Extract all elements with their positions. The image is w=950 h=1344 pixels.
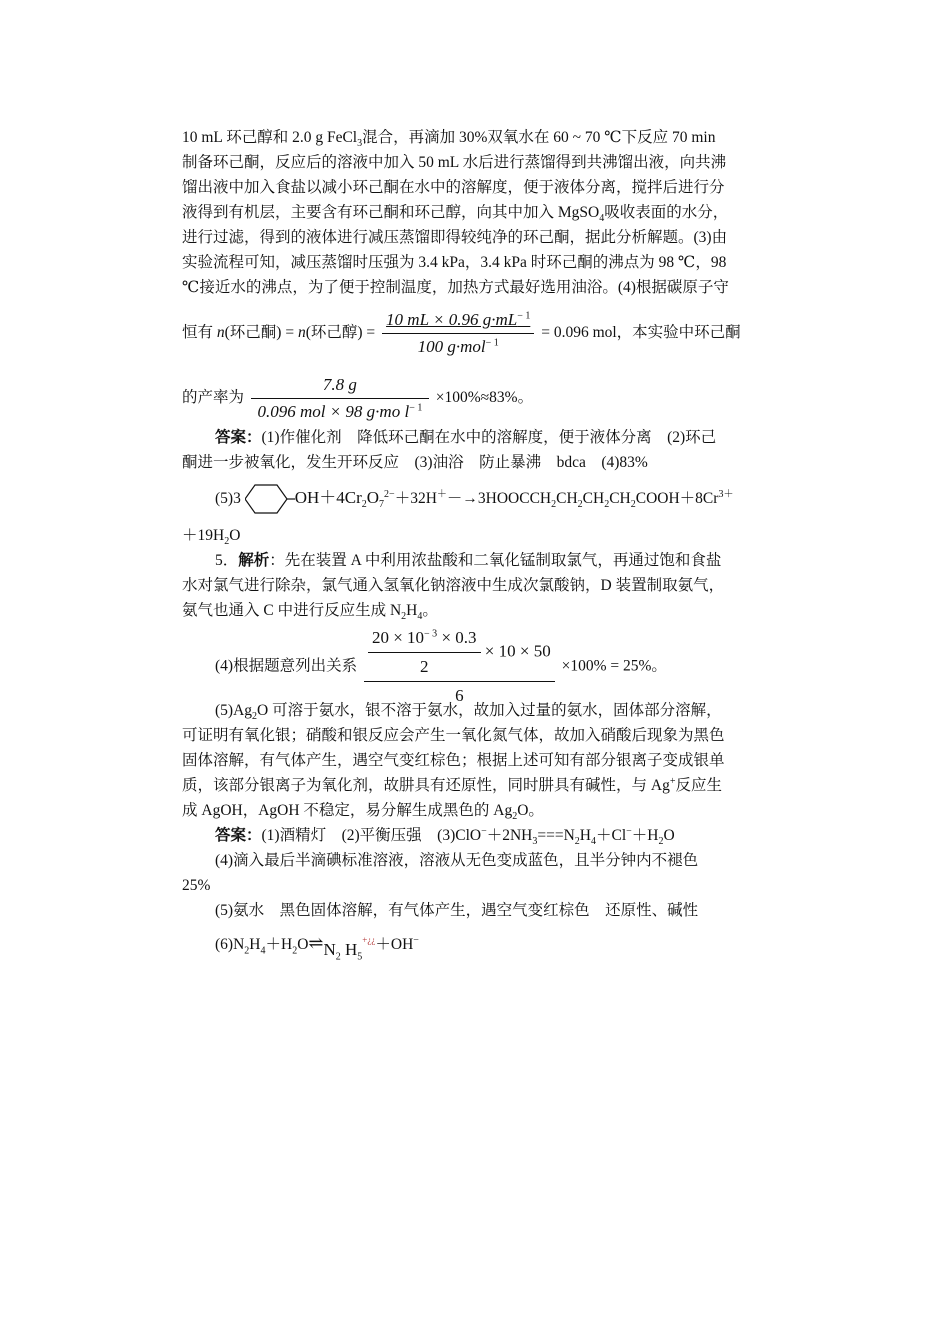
answer5-line4: (5)氨水 黑色固体溶解，有气体产生，遇空气变红棕色 还原性、碱性 xyxy=(215,902,699,919)
q5-line2: 水对氯气进行除杂，氯气通入氢氧化钠溶液中生成次氯酸钠，D 装置制取氨气， xyxy=(182,577,725,594)
answer5-line3: 25% xyxy=(182,877,211,894)
yield-rate-fraction: $\frac{7.8 g}{0.096 mol \times 98 g\cdot mo l^{- 1}}$ xyxy=(251,374,429,423)
answer4-line2: 酮进一步被氧化，发生开环反应 (3)油浴 防止暴沸 bdca (4)83% xyxy=(182,454,648,471)
answer4-line4: $+19H_2O$ xyxy=(182,527,241,548)
answer4-equation: (5)3 $OH+4Cr_2O_7^{2-}+32H^+-\to 3HOOCCH_2CH_2CH_2CH_2COOH+8Cr^{3+}$ xyxy=(215,480,733,516)
q5-line4-formula: (4)根据题意列出关系 $\frac{20 \times 10^{- 3} \times 0.3}{2}$ × 10 × 50 6 ×100% = 25%。 xyxy=(215,626,667,696)
para4-line4: 液得到有机层，主要含有环己酮和环己醇，向其中加入 MgSO$_4$吸收表面的水分， xyxy=(182,204,729,225)
q5-line8: 质，该部分银离子为氧化剂，故肼具有还原性，同时肼具有碱性，与 Ag+反应生 xyxy=(182,775,722,794)
q5-line5: $(5)Ag_2O$ 可溶于氨水，银不溶于氨水，故加入过量的氨水，固体部分溶解， xyxy=(215,702,722,723)
q5-line7: 固体溶解，有气体产生，遇空气变红棕色；根据上述可知有部分银离子变成银单 xyxy=(182,752,725,769)
para4-line2: 制备环己酮，反应后的溶液中加入 50 mL 水后进行蒸馏得到共沸馏出液，向共沸 xyxy=(182,154,727,171)
para4-line3: 馏出液中加入食盐以减小环己酮在水中的溶解度，便于液体分离，搅拌后进行分 xyxy=(182,179,725,196)
answer5-line2: (4)滴入最后半滴碘标准溶液，溶液从无色变成蓝色，且半分钟内不褪色 xyxy=(215,852,699,869)
nested-fraction: $\frac{20 \times 10^{- 3} \times 0.3}{2}$ × 10 × 50 6 xyxy=(364,626,555,708)
para4-line8-formula: 恒有 n(环己酮) = n(环己醇) = $\frac{10 mL \times 0.96 g\cdot mL^{- 1}}{100 g\cdot mol^{- 1}}$ = 0.096 mol，本实验中环己酮 xyxy=(182,309,741,356)
para4-line1: 10 mL 环己醇和 2.0 g FeCl$_3$混合，再滴加 30%双氧水在 60 ~ 70 ℃下反应 70 min xyxy=(182,129,716,150)
answer5-line1: 答案：(1)酒精灯 (2)平衡压强 $(3)ClO^-+2NH_3===N_2H_4+Cl^-+H_2O$ xyxy=(215,825,675,848)
answer4-line1: 答案：(1)作催化剂 降低环己酮在水中的溶解度，便于液体分离 (2)环己 xyxy=(215,429,717,446)
q5-line6: 可证明有氧化银；硝酸和银反应会产生一氧化氮气体，故加入硝酸后现象为黑色 xyxy=(182,727,725,744)
para4-line9-formula: 的产率为 $\frac{7.8 g}{0.096 mol \times 98 g\cdot mo l^{- 1}}$ ×100%≈83%。 xyxy=(182,374,534,421)
q5-line9: 成 AgOH，AgOH 不稳定，易分解生成黑色的 $Ag_2O$。 xyxy=(182,802,544,823)
para4-line6: 实验流程可知，减压蒸馏时压强为 3.4 kPa，3.4 kPa 时环己酮的沸点为 98 ℃，98 xyxy=(182,254,727,271)
answer5-line5: $(6)N_2H_4+H_2O\rightleftharpoons N_2$ $H_5^{+¿¿}+OH^-$ xyxy=(215,933,419,963)
q5-line3: 氨气也通入 C 中进行反应生成 $N_2H_4$。 xyxy=(182,602,438,623)
q5-line1: 5．解析：先在装置 A 中利用浓盐酸和二氧化锰制取氯气，再通过饱和食盐 xyxy=(215,552,722,569)
para4-line5: 进行过滤，得到的液体进行减压蒸馏即得较纯净的环己酮，据此分析解题。(3)由 xyxy=(182,229,728,246)
yield-moles-fraction: $\frac{10 mL \times 0.96 g\cdot mL^{- 1}}{100 g\cdot mol^{- 1}}$ xyxy=(382,309,534,358)
para4-line7: ℃接近水的沸点，为了便于控制温度，加热方式最好选用油浴。(4)根据碳原子守 xyxy=(182,279,729,296)
cyclohexane-ring-icon xyxy=(245,481,295,517)
